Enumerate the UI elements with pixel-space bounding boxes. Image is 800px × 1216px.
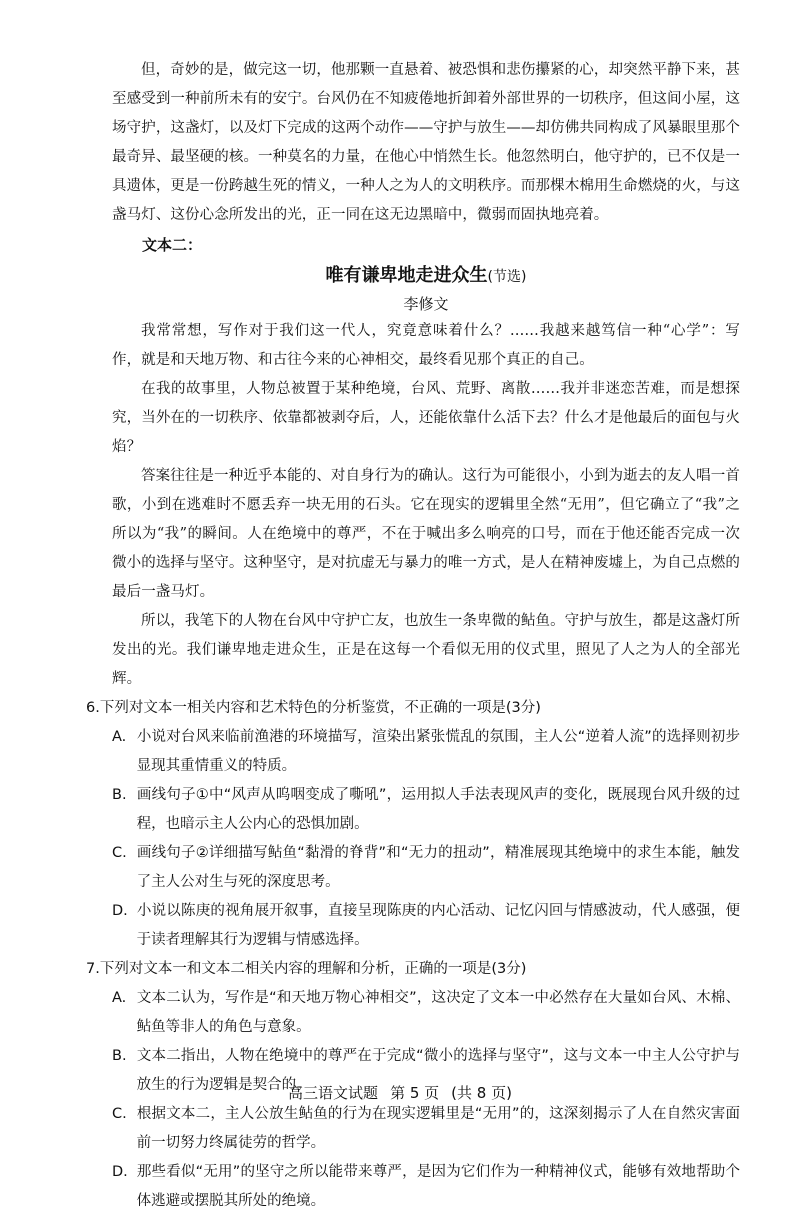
text2-paragraph: 在我的故事里，人物总被置于某种绝境，台风、荒野、离散……我并非迷恋苦难，而是想探究，当外在的一切秩序、依靠都被剥夺后，人，还能依靠什么活下去？什么才是他最后的面包与火焰？ — [112, 381, 740, 455]
option-text: 那些看似“无用”的坚守之所以能带来尊严，是因为它们作为一种精神仪式，能够有效地帮助个体逃避或摆脱其所处的绝境。 — [136, 1164, 740, 1209]
option-text: 小说对台风来临前渔港的环境描写，渲染出紧张慌乱的氛围，主人公“逆着人流”的选择则初步显现其重情重义的特质。 — [136, 729, 740, 774]
question-stem: 7.下列对文本一和文本二相关内容的理解和分析，正确的一项是(3分) — [86, 961, 527, 977]
option-c — [112, 1100, 740, 1158]
option-text: 画线句子①中“风声从呜咽变成了嘶吼”，运用拟人手法表现风声的变化，既展现台风升级的过程，也暗示主人公内心的恐惧加剧。 — [136, 787, 740, 832]
option-letter: A. — [112, 990, 127, 1006]
option-text: 文本二指出，人物在绝境中的尊严在于完成“微小的选择与坚守”，这与文本一中主人公守护与放生的行为逻辑是契合的。 — [136, 1048, 740, 1093]
page-footer — [0, 1080, 800, 1106]
option-letter: D. — [112, 903, 128, 919]
option-letter: B. — [112, 1048, 127, 1064]
option-text: 画线句子②详细描写鲇鱼“黏滑的脊背”和“无力的扭动”，精准展现其绝境中的求生本能，触发了主人公对生与死的深度思考。 — [136, 845, 740, 890]
text2-title — [112, 262, 740, 291]
option-a — [112, 723, 740, 781]
text2-label: 文本二： — [142, 236, 203, 254]
option-d — [112, 1158, 740, 1216]
option-a — [112, 984, 740, 1042]
option-c — [112, 839, 740, 897]
page-content — [86, 56, 740, 1216]
text2-author: 李修文 — [403, 295, 449, 313]
question-6 — [86, 694, 740, 955]
text2-title-main: 唯有谦卑地走进众生 — [325, 265, 488, 286]
option-letter: D. — [112, 1164, 128, 1180]
option-letter: C. — [112, 845, 127, 861]
option-letter: C. — [112, 1106, 127, 1122]
footer-page-number: 第 5 页 — [390, 1084, 440, 1102]
question-stem: 6.下列对文本一相关内容和艺术特色的分析鉴赏，不正确的一项是(3分) — [86, 700, 541, 716]
footer-page-total: (共 8 页) — [451, 1084, 512, 1102]
text2-title-note: (节选) — [487, 269, 527, 285]
option-d — [112, 897, 740, 955]
option-text: 小说以陈庚的视角展开叙事，直接呈现陈庚的内心活动、记忆闪回与情感波动，代人感强，便于读者理解其行为逻辑与情感选择。 — [136, 903, 740, 948]
option-letter: B. — [112, 787, 127, 803]
option-text: 根据文本二，主人公放生鲇鱼的行为在现实逻辑里是“无用”的，这深刻揭示了人在自然灾害面前一切努力终属徒劳的哲学。 — [136, 1106, 740, 1151]
text2-paragraph: 我常常想，写作对于我们这一代人，究竟意味着什么？……我越来越笃信一种“心学”：写作，就是和天地万物、和古往今来的心神相交，最终看见那个真正的自己。 — [112, 323, 740, 368]
text2-paragraph: 答案往往是一种近乎本能的、对自身行为的确认。这行为可能很小，小到为逝去的友人唱一首歌，小到在逃难时不愿丢弃一块无用的石头。它在现实的逻辑里全然“无用”，但它确立了“我”之所以为“我”的瞬间。人在绝境中的尊严，不在于喊出多么响亮的口号，而在于他还能否完成一次微小的选择与坚守。这种坚守，是对抗虚无与暴力的唯一方式，是人在精神废墟上，为自己点燃的最后一盏马灯。 — [112, 468, 740, 600]
option-letter: A. — [112, 729, 127, 745]
option-b — [112, 781, 740, 839]
text1-closing-paragraph: 但，奇妙的是，做完这一切，他那颗一直悬着、被恐惧和悲伤攥紧的心，却突然平静下来，甚至感受到一种前所未有的安宁。台风仍在不知疲倦地折卸着外部世界的一切秩序，但这间小屋，这场守护，这盏灯，以及灯下完成的这两个动作——守护与放生——却仿佛共同构成了风暴眼里那个最奇异、最坚硬的核。一种莫名的力量，在他心中悄然生长。他忽然明白，他守护的，已不仅是一具遗体，更是一份跨越生死的情义，一种人之为人的文明秩序。而那棵木棉用生命燃烧的火，与这盏马灯、这份心念所发出的光，正一同在这无边黑暗中，微弱而固执地亮着。 — [112, 62, 740, 223]
text2-paragraph: 所以，我笔下的人物在台风中守护亡友，也放生一条卑微的鲇鱼。守护与放生，都是这盏灯所发出的光。我们谦卑地走进众生，正是在这每一个看似无用的仪式里，照见了人之为人的全部光辉。 — [112, 613, 740, 687]
option-text: 文本二认为，写作是“和天地万物心神相交”，这决定了文本一中必然存在大量如台风、木棉、鲇鱼等非人的角色与意象。 — [136, 990, 740, 1035]
footer-exam-title: 高三语文试题 — [288, 1084, 379, 1102]
